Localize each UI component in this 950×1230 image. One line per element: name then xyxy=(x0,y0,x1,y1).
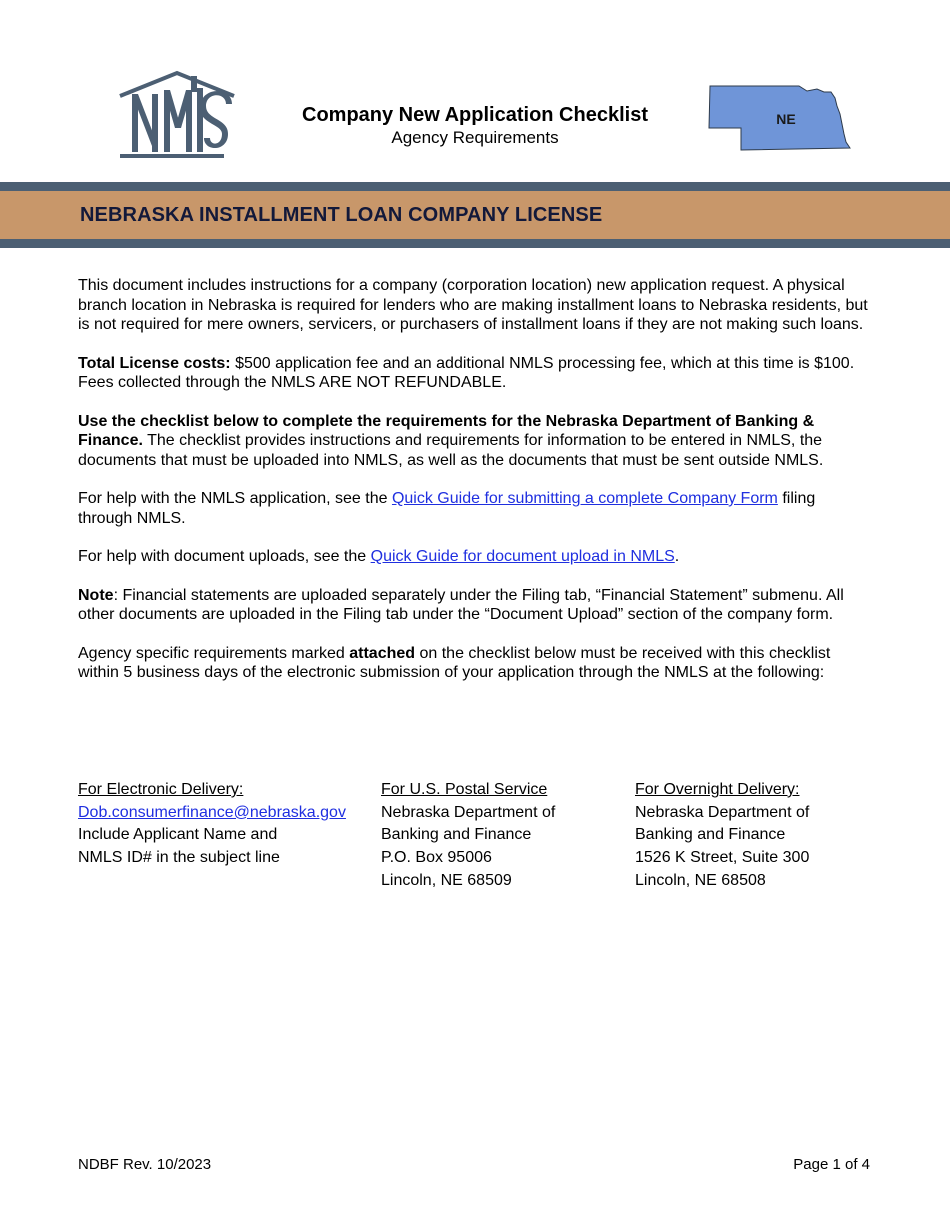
electronic-line2: NMLS ID# in the subject line xyxy=(78,849,280,867)
nmls-logo xyxy=(118,70,236,160)
costs-text: $500 application fee and an additional NMLS processing fee, which at this time is $100. Fees collected through the NMLS ARE NOT REFUNDABLE. xyxy=(78,354,855,391)
postal-delivery xyxy=(381,779,555,893)
license-title: NEBRASKA INSTALLMENT LOAN COMPANY LICENSE xyxy=(80,204,603,226)
electronic-delivery xyxy=(78,779,346,870)
document-title: Company New Application Checklist xyxy=(302,104,648,126)
intro-text: This document includes instructions for a company (corporation location) new application request. A physical branch location in Nebraska is required for lenders who are making installment loans to Nebraska residents, but is not required for mere owners, servicers, or purchasers of installment loans if they are not making such loans. xyxy=(78,277,868,333)
document-upload-guide-link[interactable]: Quick Guide for document upload in NMLS xyxy=(370,548,675,565)
help2-pre: For help with document uploads, see the xyxy=(78,548,371,565)
postal-line2: Banking and Finance xyxy=(381,826,532,844)
help-upload-paragraph xyxy=(78,547,873,567)
note-label: Note xyxy=(78,586,114,604)
checklist-lead: Use the checklist below to complete the requirements for the Nebraska Department of Banking & Finance. xyxy=(78,412,815,449)
help1-pre: For help with the NMLS application, see the xyxy=(78,490,392,507)
postal-line4: Lincoln, NE 68509 xyxy=(381,871,512,889)
agency-bold: attached xyxy=(349,644,416,662)
costs-label: Total License costs: xyxy=(78,354,231,372)
overnight-line4: Lincoln, NE 68508 xyxy=(635,871,766,889)
overnight-line2: Banking and Finance xyxy=(635,826,786,844)
banner-stripe-bottom xyxy=(0,239,950,248)
note-text: : Financial statements are uploaded separately under the Filing tab, “Financial Statement” submenu. All other documents are uploaded in the Filing tab under the “Document Upload” section of the company form. xyxy=(78,586,844,623)
postal-line3: P.O. Box 95006 xyxy=(381,849,492,867)
banner-stripe-top xyxy=(0,182,950,191)
banner-fill xyxy=(0,191,950,239)
postal-heading: For U.S. Postal Service xyxy=(381,781,548,798)
electronic-heading: For Electronic Delivery: xyxy=(78,781,244,798)
license-banner xyxy=(0,182,950,248)
checklist-text: The checklist provides instructions and requirements for information to be entered in NMLS, the documents that must be uploaded into NMLS, as well as the documents that must be sent outside NMLS. xyxy=(78,432,824,469)
agency-paragraph xyxy=(78,644,873,683)
help2-post: . xyxy=(674,548,680,565)
costs-paragraph xyxy=(78,354,873,393)
postal-line1: Nebraska Department of xyxy=(381,803,556,821)
document-body xyxy=(78,276,873,702)
checklist-paragraph xyxy=(78,412,873,471)
state-abbreviation: NE xyxy=(776,111,796,127)
overnight-heading: For Overnight Delivery: xyxy=(635,781,800,798)
revision-footer: NDBF Rev. 10/2023 xyxy=(78,1156,212,1173)
help-application-paragraph xyxy=(78,489,873,528)
overnight-delivery xyxy=(635,779,809,893)
agency-pre: Agency specific requirements marked xyxy=(78,644,350,662)
overnight-line1: Nebraska Department of xyxy=(635,803,810,821)
overnight-line3: 1526 K Street, Suite 300 xyxy=(635,849,810,867)
note-paragraph xyxy=(78,586,873,625)
agency-post: on the checklist below must be received with this checklist within 5 business days of the electronic submission of your application through the NMLS at the following: xyxy=(78,644,831,681)
company-form-guide-link[interactable]: Quick Guide for submitting a complete Company Form xyxy=(391,490,778,507)
page-number: Page 1 of 4 xyxy=(793,1156,870,1173)
document-subtitle: Agency Requirements xyxy=(391,128,559,147)
consumer-finance-email-link[interactable]: Dob.consumerfinance@nebraska.gov xyxy=(78,803,346,821)
intro-paragraph xyxy=(78,276,873,335)
nebraska-map xyxy=(707,84,853,154)
header xyxy=(270,103,680,149)
electronic-line1: Include Applicant Name and xyxy=(78,826,278,844)
help1-post: filing through NMLS. xyxy=(78,490,816,527)
